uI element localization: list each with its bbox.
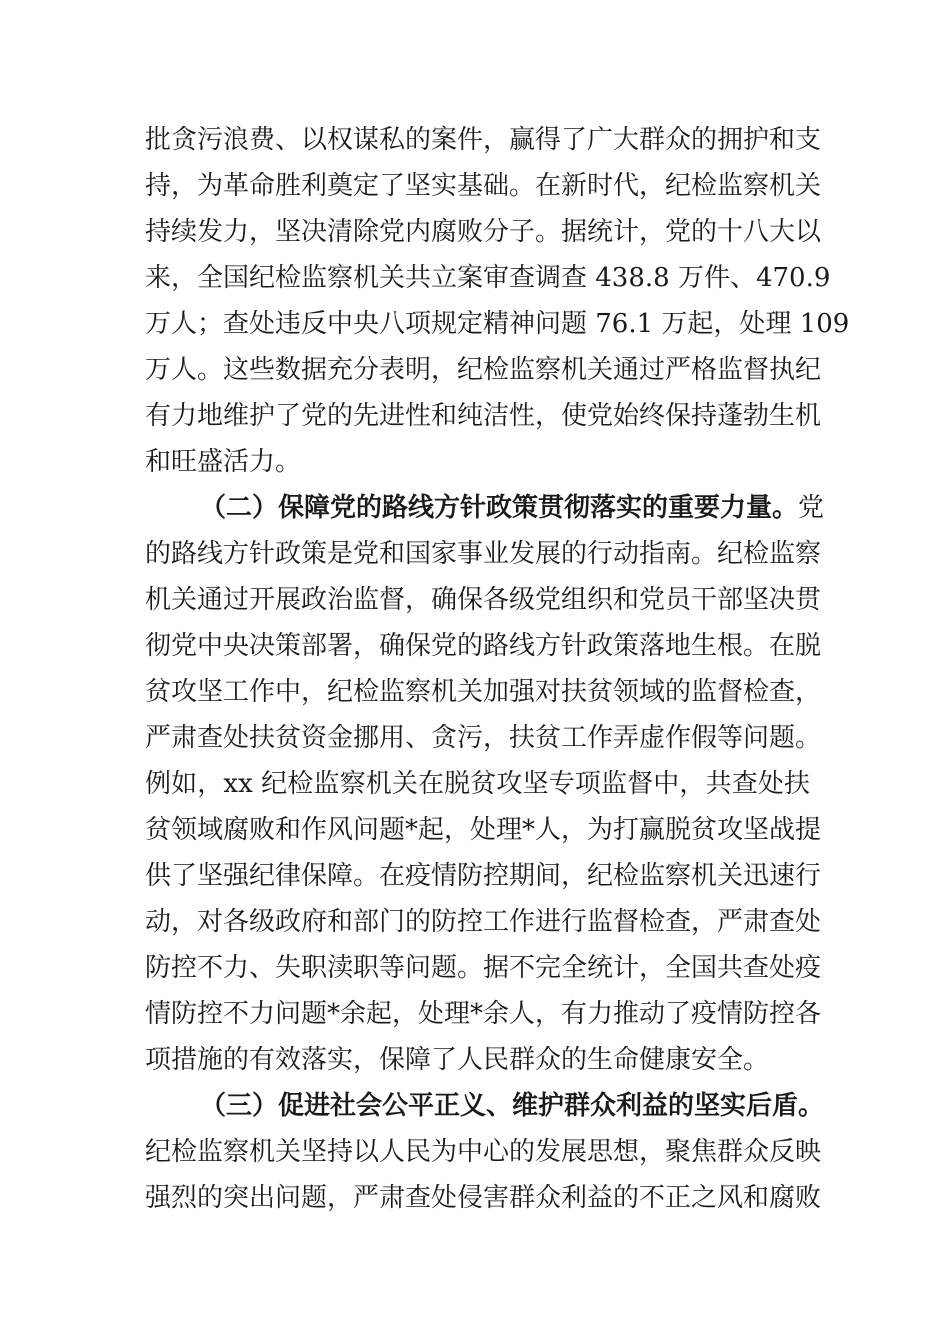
paragraph-line: 持续发力，坚决清除党内腐败分子。据统计，党的十八大以 <box>145 217 822 247</box>
paragraph-line: 万人。这些数据充分表明，纪检监察机关通过严格监督执纪 <box>145 355 822 385</box>
paragraph-line: 动，对各级政府和部门的防控工作进行监督检查，严肃查处 <box>145 907 822 937</box>
paragraph-line: 项措施的有效落实，保障了人民群众的生命健康安全。 <box>145 1045 770 1075</box>
paragraph-line: 供了坚强纪律保障。在疫情防控期间，纪检监察机关迅速行 <box>145 861 822 891</box>
paragraph-line: 纪检监察机关坚持以人民为中心的发展思想，聚焦群众反映 <box>145 1137 822 1167</box>
paragraph-line: 例如，xx 纪检监察机关在脱贫攻坚专项监督中，共查处扶 <box>145 769 810 799</box>
paragraph-line: 贫领域腐败和作风问题*起，处理*人，为打赢脱贫攻坚战提 <box>145 815 822 845</box>
paragraph-line: 有力地维护了党的先进性和纯洁性，使党始终保持蓬勃生机 <box>145 401 822 431</box>
section-heading: （三）促进社会公平正义、维护群众利益的坚实后盾。 <box>200 1091 825 1121</box>
paragraph-line: 严肃查处扶贫资金挪用、贪污，扶贫工作弄虚作假等问题。 <box>145 723 822 753</box>
section-heading: （二）保障党的路线方针政策贯彻落实的重要力量。 <box>200 493 799 523</box>
paragraph-line: 防控不力、失职渎职等问题。据不完全统计，全国共查处疫 <box>145 953 822 983</box>
section-heading-line <box>200 492 825 524</box>
paragraph-line: 情防控不力问题*余起，处理*余人，有力推动了疫情防控各 <box>145 999 822 1029</box>
paragraph-line: 万人；查处违反中央八项规定精神问题 76.1 万起，处理 109 <box>145 309 850 339</box>
paragraph-line: 持，为革命胜利奠定了坚实基础。在新时代，纪检监察机关 <box>145 171 822 201</box>
paragraph-line: 机关通过开展政治监督，确保各级党组织和党员干部坚决贯 <box>145 585 822 615</box>
paragraph-line: 批贪污浪费、以权谋私的案件，赢得了广大群众的拥护和支 <box>145 125 822 155</box>
paragraph-line: 强烈的突出问题，严肃查处侵害群众利益的不正之风和腐败 <box>145 1183 822 1213</box>
paragraph-line: 贫攻坚工作中，纪检监察机关加强对扶贫领域的监督检查， <box>145 677 822 707</box>
paragraph-line: 和旺盛活力。 <box>145 447 302 477</box>
paragraph-line: 彻党中央决策部署，确保党的路线方针政策落地生根。在脱 <box>145 631 822 661</box>
paragraph-line: 来，全国纪检监察机关共立案审查调查 438.8 万件、470.9 <box>145 263 831 293</box>
heading-tail-text: 党 <box>798 493 825 523</box>
paragraph-line: 的路线方针政策是党和国家事业发展的行动指南。纪检监察 <box>145 539 822 569</box>
